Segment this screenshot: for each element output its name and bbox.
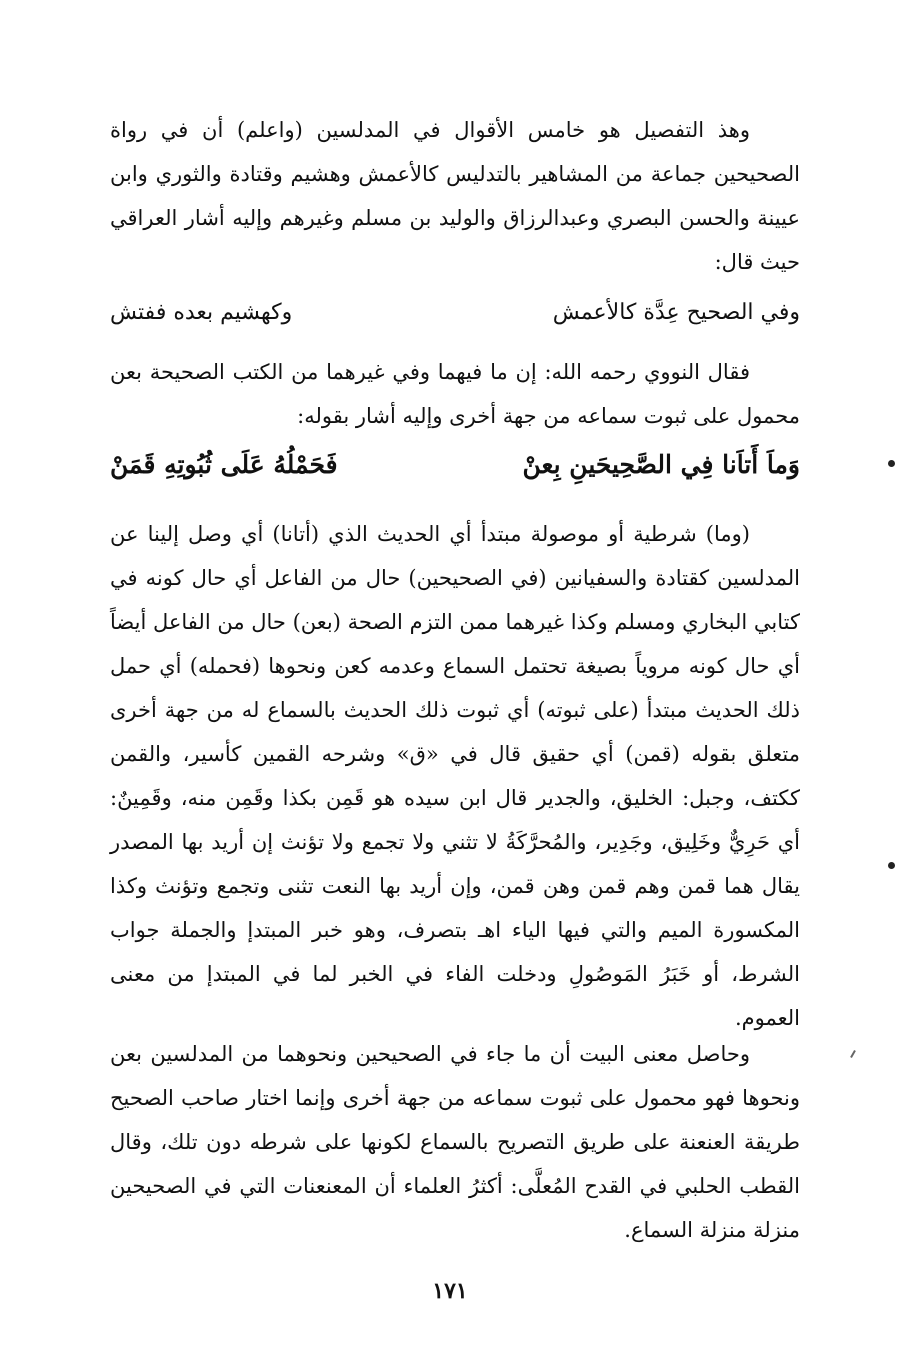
page-number: ١٧١ [432,1278,468,1304]
paragraph-2: فقال النووي رحمه الله: إن ما فيهما وفي غيرهما من الكتب الصحيحة بعن محمول على ثبوت سماعه من جهة أخرى وإليه أشار بقوله: [110,360,800,428]
verse-2-first-hemistich: وَماَ أَتاَنا فِي الصَّحِيحَينِ بِعنْ [522,450,800,479]
margin-mark [850,1050,856,1058]
margin-dot [888,460,895,467]
paragraph-4: وحاصل معنى البيت أن ما جاء في الصحيحين ونحوهما من المدلسين بعن ونحوها فهو محمول على ثبوت سماعه من جهة أخرى وإنما اختار صاحب الصحيح طريقة العنعنة على طريق التصريح بالسماع لكونها على شرطه دون تلك، وقال القطب الحلبي في القدح المُعلَّى: أكثرُ العلماء أن المعنعنات التي في الصحيحين منزلة منزلة السماع. [110,1042,800,1242]
paragraph-1: وهذ التفصيل هو خامس الأقوال في المدلسين (واعلم) أن في رواة الصحيحين جماعة من المشاهير بالتدليس كالأعمش وهشيم وقتادة والثوري وابن عيينة والحسن البصري وعبدالرزاق والوليد بن مسلم وغيرهم وإليه أشار العراقي حيث قال: [110,118,800,274]
verse-2 [110,450,800,479]
verse-1-second-hemistich: وكهشيم بعده ففتش [110,300,293,325]
margin-dot [888,862,895,869]
verse-2-second-hemistich: فَحَمْلُهُ عَلَى ثُبُوتِهِ قَمَنْ [110,450,338,479]
verse-1-first-hemistich: وفي الصحيح عِدَّة كالأعمش [552,300,800,325]
verse-1 [110,300,800,325]
paragraph-3: (وما) شرطية أو موصولة مبتدأ أي الحديث الذي (أتانا) أي وصل إلينا عن المدلسين كقتادة والسفيانين (في الصحيحين) حال من الفاعل أي حال كونه في كتابي البخاري ومسلم وكذا غيرهما ممن التزم الصحة (بعن) حال من الفاعل أيضاً أي حال كونه مروياً بصيغة تحتمل السماع وعدمه كعن ونحوها (فحمله) أي حمل ذلك الحديث مبتدأ (على ثبوته) أي ثبوت ذلك الحديث بالسماع له من جهة أخرى متعلق بقوله (قمن) أي حقيق قال في «ق» وشرحه القمين كأسير، والقمن ككتف، وجبل: الخليق، والجدير قال ابن سيده هو قَمِن بكذا وقَمِن منه، وقَمِينٌ: أي حَرِيٌّ وخَلِيق، وجَدِير، والمُحرَّكَةُ لا تثني ولا تجمع ولا تؤنث إن أريد بها المصدر يقال هما قمن وهم قمن وهن قمن، وإن أريد بها النعت تثنى وتجمع وتؤنث وكذا المكسورة الميم والتي فيها الياء اهـ بتصرف، وهو خبر المبتدإ والجملة جواب الشرط، أو خَبَرُ المَوصُولِ ودخلت الفاء في الخبر لما في المبتدإ من معنى العموم. [110,522,800,1030]
